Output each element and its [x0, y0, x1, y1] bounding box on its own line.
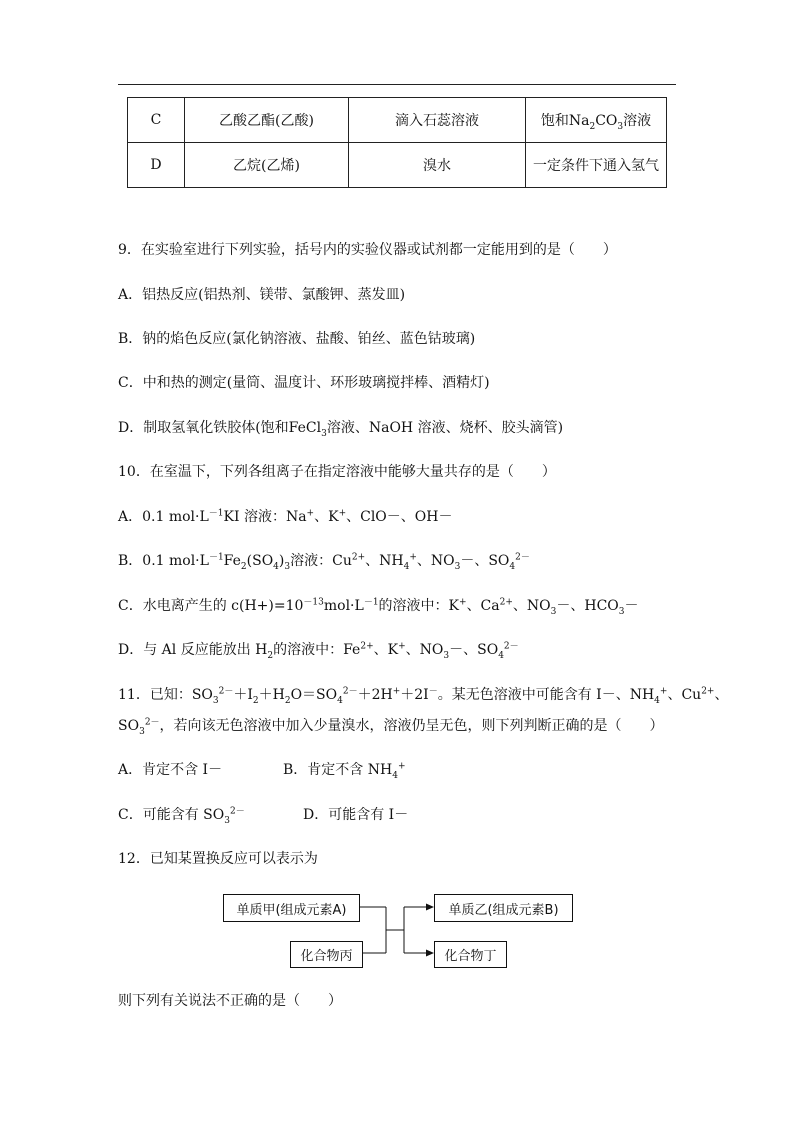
table-row — [128, 98, 667, 143]
q10-stem: 10．在室温下，下列各组离子在指定溶液中能够大量共存的是（ ） — [118, 464, 556, 480]
arrow-head-b — [426, 904, 434, 911]
arrow-head-d — [426, 950, 434, 957]
box-element-b: 单质乙(组成元素B) — [434, 894, 573, 922]
table-row — [128, 143, 667, 188]
q11-option-d: D．可能含有 I－ — [303, 807, 409, 823]
q11-option-b: B．肯定不含 $NH_4^+$ — [283, 761, 406, 781]
q9-stem: 9．在实验室进行下列实验，括号内的实验仪器或试剂都一定能用到的是（ ） — [118, 242, 617, 258]
row-label: C — [128, 98, 185, 143]
q11-stem-line2: $SO_3^{2-}$，若向该无色溶液中加入少量溴水，溶液仍呈无色，则下列判断正确的是（ ） — [118, 717, 664, 737]
method-cell: 一定条件下通入氢气 — [526, 143, 667, 188]
q10-option-c: C．水电离产生的 $c(H+)=10^{-13}mol\cdot L^{-1}$的溶液中：K+、$Ca^{2+}$、$NO_3-$、$HCO_3-$ — [118, 597, 639, 617]
q11-option-c: C．可能含有 $SO_3^{2-}$ — [118, 806, 245, 826]
box-compound-d: 化合物丁 — [434, 941, 507, 968]
q9-option-a: A．铝热反应(铝热剂、镁带、氯酸钾、蒸发皿) — [118, 287, 406, 303]
box-element-a: 单质甲(组成元素A) — [223, 894, 360, 922]
substance-cell: 乙酸乙酯(乙酸) — [185, 98, 349, 143]
row-label: D — [128, 143, 185, 188]
q10-option-d: D．与 Al 反应能放出 $H_2$的溶液中：$Fe^{2+}$、K+、$NO_3-$、$SO_4^{2-}$ — [118, 641, 519, 661]
q11-stem-line1: 11．已知：$SO_3^{2-}+I_2+H_2O=SO_4^{2-}+2H^++2I^-$。某无色溶液中可能含有 I－、$NH_4^+$、$Cu^{2+}$、 — [118, 686, 729, 706]
test-cell: 滴入石蕊溶液 — [349, 98, 526, 143]
test-cell: 溴水 — [349, 143, 526, 188]
q12-stem: 12．已知某置换反应可以表示为 — [118, 851, 318, 867]
q12-follow: 则下列有关说法不正确的是（ ） — [118, 993, 342, 1009]
q10-option-a: A．0.1 $mol\cdot L^{-1}KI$ 溶液：Na+、K+、ClO－、OH－ — [118, 508, 453, 525]
method-cell: 饱和$Na_2CO_3$溶液 — [526, 98, 667, 143]
q9-option-b: B．钠的焰色反应(氯化钠溶液、盐酸、铂丝、蓝色钴玻璃) — [118, 331, 476, 347]
q9-option-c: C．中和热的测定(量筒、温度计、环形玻璃搅拌棒、酒精灯) — [118, 375, 490, 391]
options-table — [127, 97, 667, 188]
q10-option-b: B．0.1 $mol\cdot L^{-1}Fe_2(SO_4)_3$溶液：$Cu^{2+}$、$NH_4^+$、$NO_3-$、$SO_4^{2-}$ — [118, 552, 530, 572]
substance-cell: 乙烷(乙烯) — [185, 143, 349, 188]
header-rule — [118, 84, 676, 85]
box-compound-c: 化合物丙 — [290, 941, 363, 968]
q9-option-d: D．制取氢氧化铁胶体(饱和FeCl$_3$溶液、NaOH 溶液、烧杯、胶头滴管) — [118, 420, 564, 439]
q11-option-a: A．肯定不含 I－ — [118, 762, 223, 778]
